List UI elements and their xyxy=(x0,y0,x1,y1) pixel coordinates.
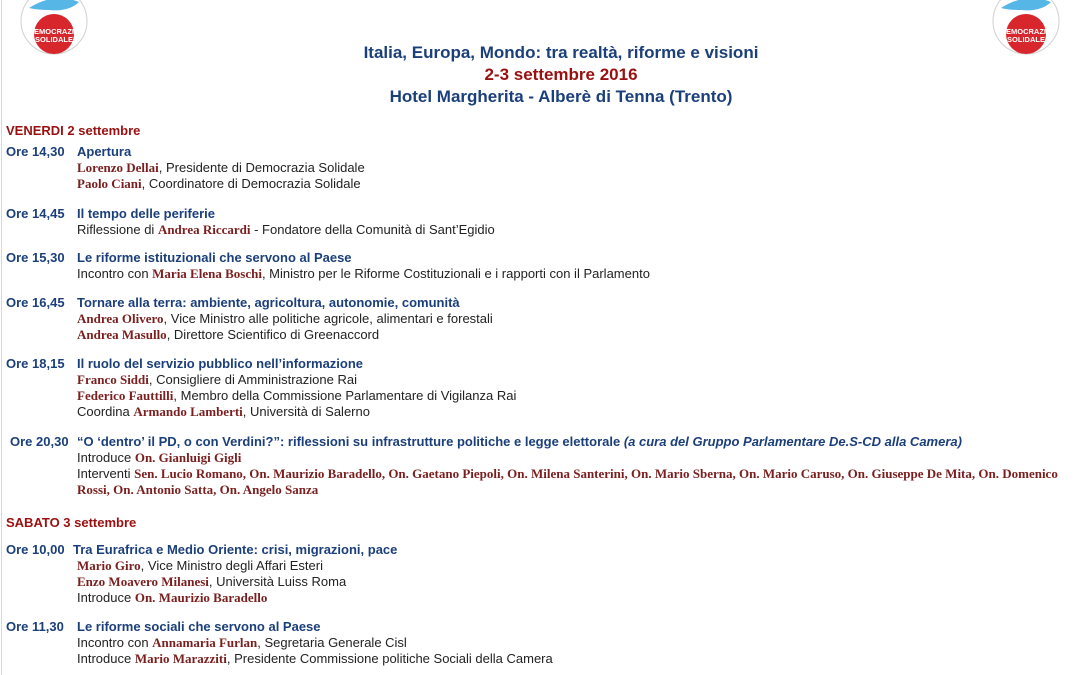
speaker-line xyxy=(6,388,1070,404)
speaker-role: - Fondatore della Comunità di Sant’Egidio xyxy=(250,222,495,237)
session xyxy=(6,144,1070,192)
speaker-name: On. Maurizio Baradello xyxy=(134,590,268,605)
session-time: Ore 11,30 xyxy=(6,619,64,634)
event-dates: 2-3 settembre 2016 xyxy=(484,65,638,84)
session xyxy=(6,619,1070,667)
session-title: Il tempo delle periferie xyxy=(77,206,215,221)
speaker-name: Paolo Ciani xyxy=(77,176,142,191)
speaker-role-prefix: Interventi xyxy=(77,466,135,481)
speaker-role-prefix: Introduce xyxy=(77,590,135,605)
speaker-role: , Segretaria Generale Cisl xyxy=(257,635,407,650)
session-time: Ore 15,30 xyxy=(6,250,65,265)
speaker-line xyxy=(6,635,1070,651)
speaker-role: , Presidente Commissione politiche Sociali della Camera xyxy=(226,651,553,666)
speaker-role: , Membro della Commissione Parlamentare di Vigilanza Rai xyxy=(173,388,517,403)
event-title: Italia, Europa, Mondo: tra realtà, riforme e visioni xyxy=(363,43,759,62)
session-time: Ore 14,30 xyxy=(6,144,65,159)
session-header xyxy=(6,356,1070,372)
speaker-role: , Vice Ministro alle politiche agricole, alimentari e forestali xyxy=(163,311,493,326)
speaker-name: Mario Marazziti xyxy=(134,651,227,666)
speaker-line xyxy=(6,558,1070,574)
speaker-line xyxy=(6,311,1070,327)
speaker-name: Annamaria Furlan xyxy=(152,635,258,650)
session xyxy=(6,295,1070,343)
speaker-line xyxy=(10,450,1070,466)
session-title: Le riforme istituzionali che servono al Paese xyxy=(77,250,352,265)
speaker-line xyxy=(6,590,1070,606)
session-title: Il ruolo del servizio pubblico nell’informazione xyxy=(77,356,364,371)
logo-text-line2: SOLIDALE xyxy=(35,35,73,44)
session-title: Tornare alla terra: ambiente, agricoltura, autonomie, comunità xyxy=(77,295,460,310)
logo-text-line2: SOLIDALE xyxy=(1007,35,1045,44)
day-heading-friday: VENERDI 2 settembre xyxy=(6,123,141,138)
speaker-name: Maria Elena Boschi xyxy=(152,266,262,281)
logo-text-line1: DEMOCRAZIA xyxy=(28,27,80,36)
session xyxy=(6,356,1070,420)
session-header xyxy=(6,250,1070,266)
session-title: “O ‘dentro’ il PD, o con Verdini?”: riflessioni su infrastrutture politiche e legge elettorale xyxy=(77,434,621,449)
speaker-line xyxy=(6,404,1070,420)
logo-text-line1: DEMOCRAZIA xyxy=(1000,27,1052,36)
speaker-name: Federico Fauttilli xyxy=(77,388,174,403)
session-time: Ore 20,30 xyxy=(10,434,69,449)
speaker-line xyxy=(6,222,1070,238)
speaker-role-prefix: Incontro con xyxy=(77,266,153,281)
session-header xyxy=(6,295,1070,311)
session-title: Tra Eurafrica e Medio Oriente: crisi, migrazioni, pace xyxy=(73,542,398,557)
speaker-name: Andrea Riccardi xyxy=(157,222,251,237)
speaker-name: Andrea Olivero xyxy=(77,311,164,326)
speaker-role-prefix: Coordina xyxy=(77,404,134,419)
speaker-line xyxy=(6,176,1070,192)
session-header xyxy=(6,144,1070,160)
speaker-name: Andrea Masullo xyxy=(77,327,167,342)
speaker-name: Franco Siddi xyxy=(77,372,149,387)
session-title: Apertura xyxy=(77,144,132,159)
speaker-line xyxy=(6,266,1070,282)
session-time: Ore 10,00 xyxy=(6,542,65,557)
session-time: Ore 16,45 xyxy=(6,295,65,310)
session-time: Ore 14,45 xyxy=(6,206,65,221)
speaker-line xyxy=(6,160,1070,176)
session-header xyxy=(6,206,1070,222)
document-header xyxy=(0,42,1080,108)
speaker-line xyxy=(6,327,1070,343)
event-venue: Hotel Margherita - Alberè di Tenna (Trento) xyxy=(389,87,733,106)
speaker-name: Enzo Moavero Milanesi xyxy=(77,574,209,589)
speaker-name: On. Gianluigi Gigli xyxy=(134,450,242,465)
speaker-line xyxy=(6,651,1070,667)
session-header xyxy=(10,434,1070,450)
speaker-role: , Università di Salerno xyxy=(242,404,370,419)
session xyxy=(10,434,1070,498)
speaker-role-prefix: Incontro con xyxy=(77,635,153,650)
speaker-role: , Vice Ministro degli Affari Esteri xyxy=(140,558,323,573)
speaker-role: , Direttore Scientifico di Greenaccord xyxy=(166,327,380,342)
session-title: Le riforme sociali che servono al Paese xyxy=(77,619,321,634)
speaker-role: , Coordinatore di Democrazia Solidale xyxy=(141,176,361,191)
speaker-role: , Presidente di Democrazia Solidale xyxy=(158,160,365,175)
session-header xyxy=(6,619,1070,635)
session-header xyxy=(6,542,1070,558)
day-heading-saturday: SABATO 3 settembre xyxy=(6,515,137,530)
speaker-role-prefix: Introduce xyxy=(77,450,135,465)
speaker-name: Sen. Lucio Romano, On. Maurizio Baradello, On. Gaetano Piepoli, On. Milena Santerini, On. Mario Sberna, On. Mario Caruso, On. Giuseppe De Mita, On. Domenico Rossi, On. Antonio Satta, On. Angelo Sanza xyxy=(77,466,1058,497)
speaker-line xyxy=(6,372,1070,388)
speaker-role-prefix: Introduce xyxy=(77,651,135,666)
speaker-line xyxy=(6,574,1070,590)
speaker-role: , Università Luiss Roma xyxy=(208,574,347,589)
speaker-role: , Consigliere di Amministrazione Rai xyxy=(148,372,357,387)
speaker-name: Lorenzo Dellai xyxy=(77,160,159,175)
session-note: (a cura del Gruppo Parlamentare De.S-CD alla Camera) xyxy=(623,434,962,449)
session xyxy=(6,206,1070,238)
speaker-line xyxy=(10,466,1070,498)
session xyxy=(6,542,1070,606)
speaker-role-prefix: Riflessione di xyxy=(77,222,158,237)
speaker-role: , Ministro per le Riforme Costituzionali e i rapporti con il Parlamento xyxy=(261,266,650,281)
speaker-name: Mario Giro xyxy=(77,558,141,573)
session-time: Ore 18,15 xyxy=(6,356,65,371)
speaker-name: Armando Lamberti xyxy=(133,404,243,419)
session xyxy=(6,250,1070,282)
